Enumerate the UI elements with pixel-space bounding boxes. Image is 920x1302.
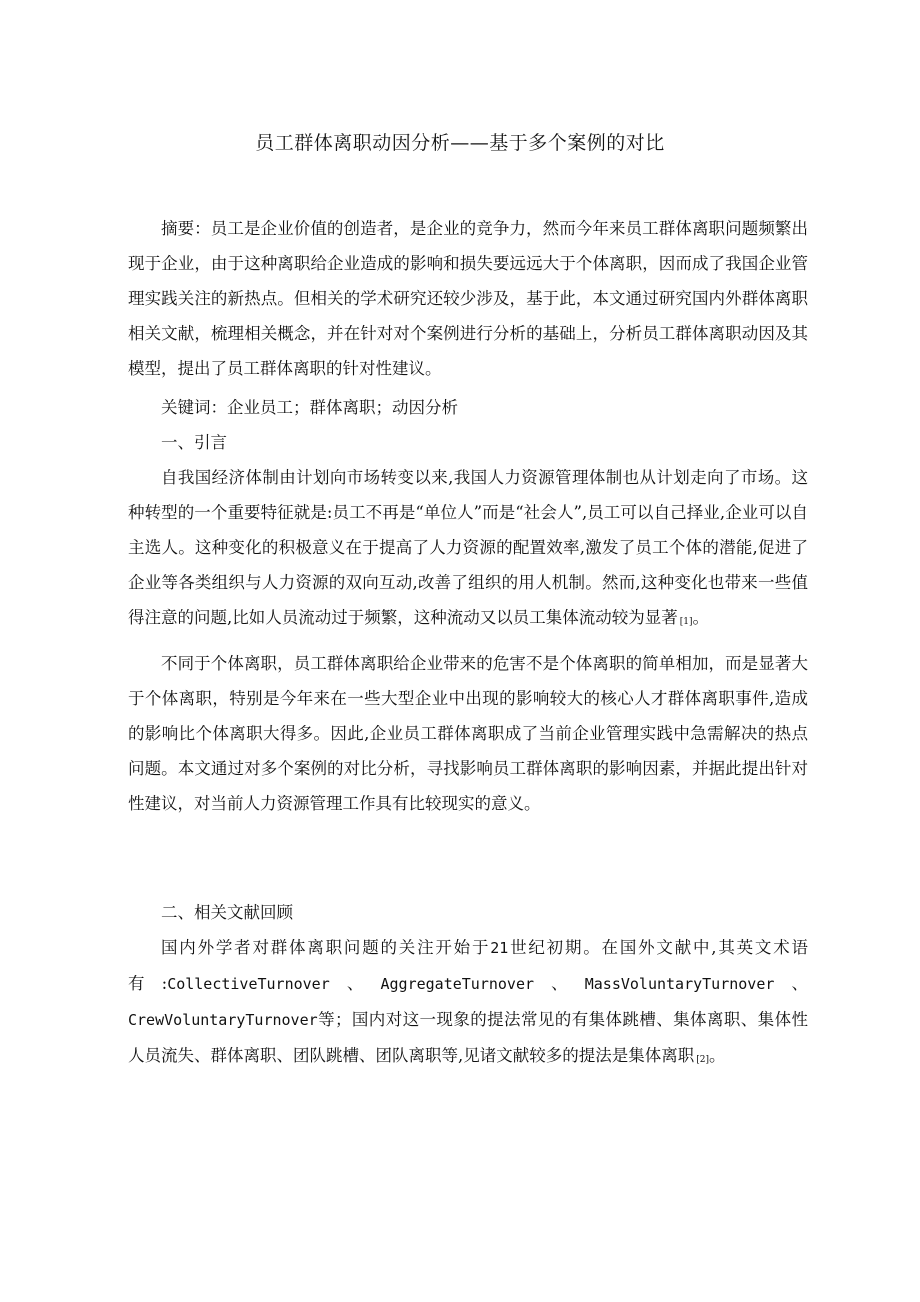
citation-1[interactable]: [1] [679, 617, 693, 627]
section-1 [128, 425, 808, 821]
abstract-text: 员工是企业价值的创造者，是企业的竞争力，然而今年来员工群体离职问题频繁出现于企业，由于这种离职给企业造成的影响和损失要远远大于个体离职，因而成了我国企业管理实践关注的新热点。但相关的学术研究还较少涉及，基于此，本文通过研究国内外群体离职相关文献，梳理相关概念，并在针对对个案例进行分析的基础上，分析员工群体离职动因及其模型，提出了员工群体离职的针对性建议。 [128, 219, 809, 378]
term-crew-voluntary-turnover: CrewVoluntaryTurnover [128, 1011, 318, 1029]
abstract-label: 摘要： [161, 219, 211, 238]
keywords-label: 关键词： [161, 398, 227, 417]
citation-2[interactable]: [2] [696, 1055, 709, 1065]
keywords-text: 企业员工；群体离职；动因分析 [227, 398, 458, 417]
section-1-heading: 一、引言 [161, 433, 227, 452]
section-2-paragraph-1: 国内外学者对群体离职问题的关注开始于21世纪初期。在国外文献中,其英文术语有:CollectiveTurnover、AggregateTurnover、MassVoluntaryTurnover、CrewVoluntaryTurnover等；国内对这一现象的提法常见的有集体跳槽、集体离职、集体性人员流失、群体离职、团队跳槽、团队离职等,见诸文献较多的提法是集体离职 [2]。 [128, 938, 809, 1065]
abstract-paragraph [128, 211, 808, 386]
section-1-paragraph-1: 自我国经济体制由计划向市场转变以来,我国人力资源管理体制也从计划走向了市场。这种转型的一个重要特征就是:员工不再是“单位人”而是“社会人”,员工可以自己择业,企业可以自主选人。这种变化的积极意义在于提高了人力资源的配置效率,激发了员工个体的潜能,促进了企业等各类组织与人力资源的双向互动,改善了组织的用人机制。然而,这种变化也带来一些值得注意的问题,比如人员流动过于频繁，这种流动又以员工集体流动较为显著 [1]。 [128, 468, 808, 627]
section-2 [128, 895, 808, 1078]
term-aggregate-turnover: AggregateTurnover [380, 975, 535, 993]
section-1-paragraph-2: 不同于个体离职，员工群体离职给企业带来的危害不是个体离职的简单相加，而是显著大于个体离职，特别是今年来在一些大型企业中出现的影响较大的核心人才群体离职事件,造成的影响比个体离职大得多。因此,企业员工群体离职成了当前企业管理实践中急需解决的热点问题。本文通过对多个案例的对比分析，寻找影响员工群体离职的影响因素，并据此提出针对性建议，对当前人力资源管理工作具有比较现实的意义。 [128, 654, 808, 813]
term-mass-voluntary-turnover: MassVoluntaryTurnover [584, 975, 775, 993]
section-2-heading: 二、相关文献回顾 [161, 903, 293, 922]
term-collective-turnover: CollectiveTurnover [167, 975, 330, 993]
document-title: 员工群体离职动因分析——基于多个案例的对比 [255, 132, 665, 154]
keywords-paragraph [128, 390, 808, 425]
